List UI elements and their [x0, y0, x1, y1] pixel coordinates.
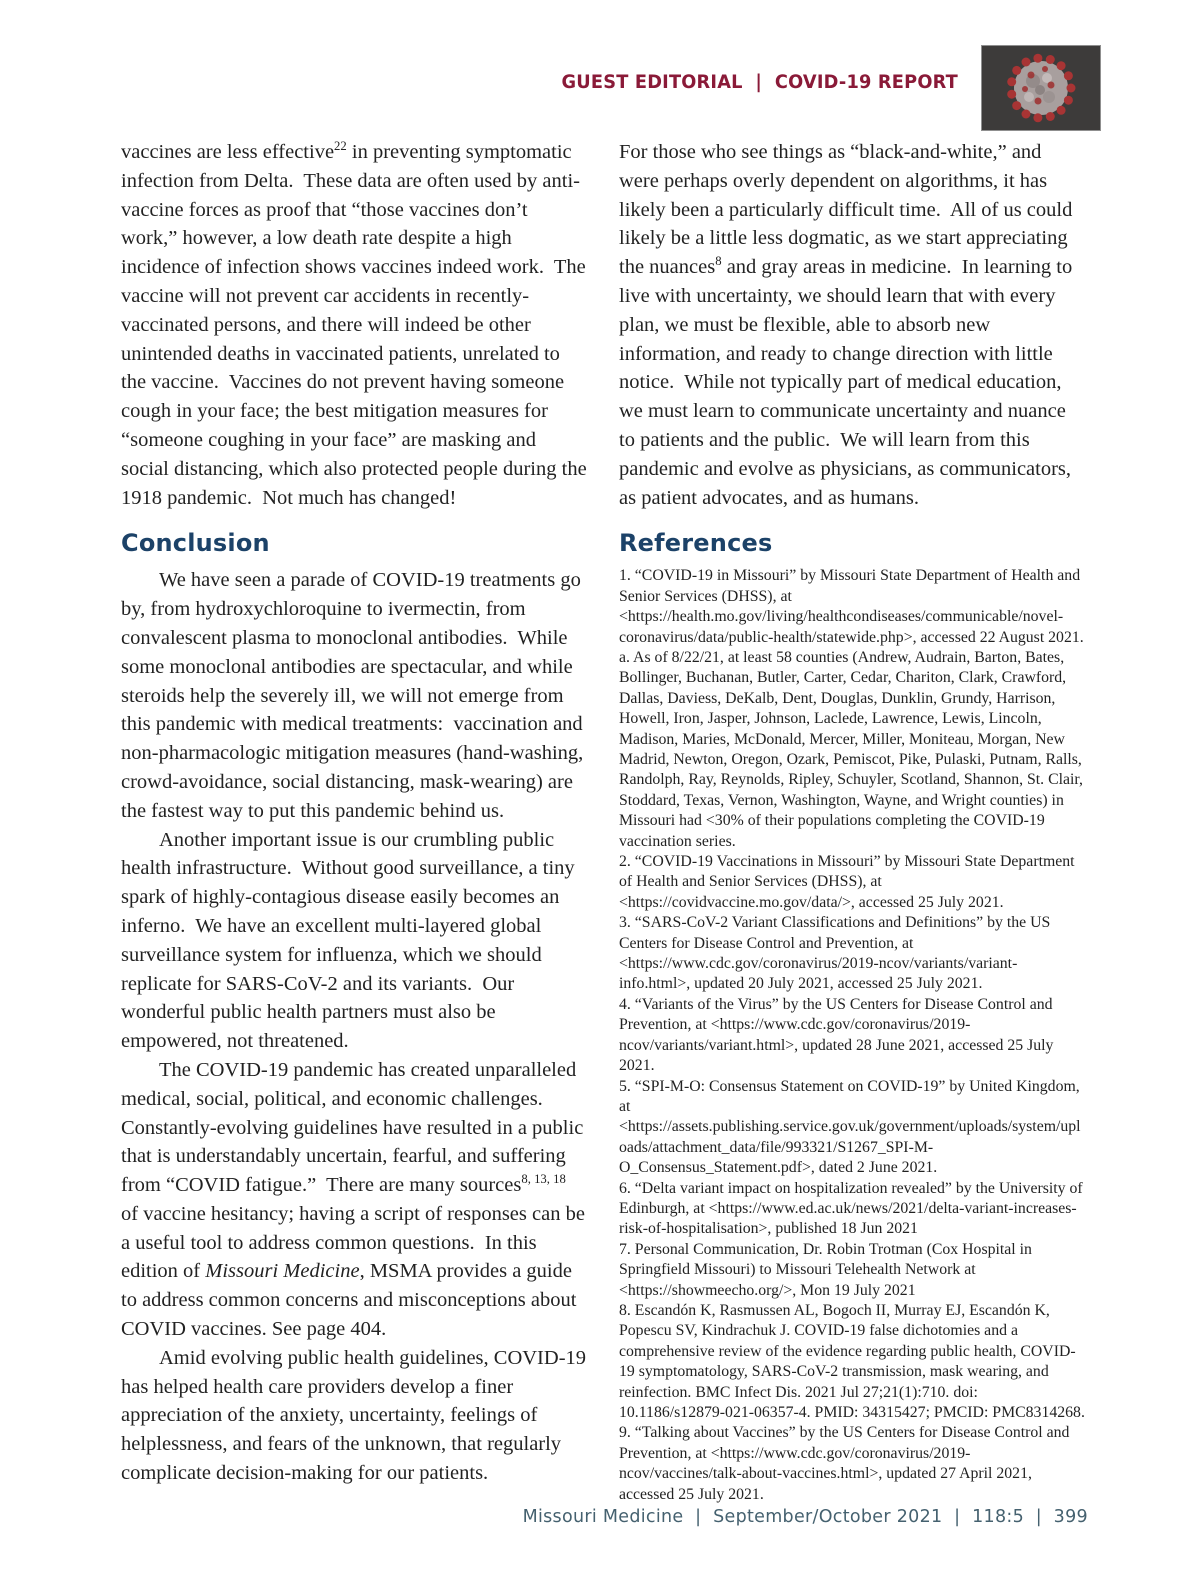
paragraph-challenges: The COVID-19 pandemic has created unparalleled medical, social, political, and economic challenges. Constantly-evolving guidelines have resulted in a public that is understandably uncertain, fearful, and suffering from “COVID fatigue.” There are many sources$^{8, 13, 18}$ of vaccine hesitancy; having a script of responses can be a useful tool to address common questions. In this edition of Missouri Medicine, MSMA provides a guide to address common concerns and misconceptions about COVID vaccines. See page 404. — [121, 1058, 591, 1341]
paragraph-black-and-white: For those who see things as “black-and-white,” and were perhaps overly dependent on algorithms, it has likely been a particularly difficult time. All of us could likely be a little less dogmatic, as we start appreciating the nuances$^8$ and gray areas in medicine. In learning to live with uncertainty, we should learn that with every plan, we must be flexible, able to absorb new information, and ready to change direction with little notice. While not typically part of medical education, we must learn to communicate uncertainty and nuance to patients and the public. We will learn from this pandemic and evolve as physicians, as communicators, as patient advocates, and as humans. — [619, 141, 1078, 509]
reference-item: 9. “Talking about Vaccines” by the US Centers for Disease Control and Prevention, at <https://www.cdc.gov/coronavirus/2019-ncov/vaccines/talk-about-vaccines.html>, updated 27 April 2021, accessed 25 July 2021. — [619, 1424, 1070, 1503]
coronavirus-illustration — [981, 45, 1101, 131]
reference-item: 3. “SARS-CoV-2 Variant Classifications and Definitions” by the US Centers for Disease Control and Prevention, at <https://www.cdc.gov/coronavirus/2019-ncov/variants/variant-info.html>, updated 20 July 2021, accessed 25 July 2021. — [619, 914, 1051, 993]
reference-item: 4. “Variants of the Virus” by the US Centers for Disease Control and Prevention, at <https://www.cdc.gov/coronavirus/2019-ncov/variants/variant.html>, updated 28 June 2021, accessed 25 July 2021. — [619, 995, 1054, 1075]
paragraph-public-health: Another important issue is our crumbling public health infrastructure. Without good surveillance, a tiny spark of highly-contagious disease easily becomes an inferno. We have an excellent multi-layered global surveillance system for influenza, which we should replicate for SARS-CoV-2 and its variants. Our wonderful public health partners must also be empowered, not threatened. — [121, 828, 580, 1053]
conclusion-heading: Conclusion — [121, 529, 270, 558]
reference-item: 2. “COVID-19 Vaccinations in Missouri” by Missouri State Department of Health and Senior Services (DHSS), at <https://covidvaccine.mo.gov/data/>, accessed 25 July 2021. — [619, 853, 1075, 911]
page-footer — [499, 1487, 1088, 1547]
reference-item: a. As of 8/22/21, at least 58 counties (Andrew, Audrain, Barton, Bates, Bollinger, Buchanan, Butler, Carter, Cedar, Chariton, Clark, Crawford, Dallas, Daviess, DeKalb, Dent, Douglas, Dunklin, Grundy, Harrison, Howell, Iron, Jasper, Johnson, Laclede, Lawrence, Lewis, Lincoln, Madison, Maries, McDonald, Mercer, Miller, Moniteau, Morgan, New Madrid, Newton, Oregon, Ozark, Pemiscot, Pike, Pulaski, Putnam, Ralls, Randolph, Ray, Reynolds, Ripley, Schuyler, Scotland, Shannon, St. Clair, Stoddard, Texas, Vernon, Washington, Wayne, and Wright counties) in Missouri had <30% of their populations completing the COVID-19 vaccination series. — [619, 648, 1083, 850]
right-column — [619, 138, 1085, 1505]
paragraph-guidelines: Amid evolving public health guidelines, COVID-19 has helped health care providers develop a finer appreciation of the anxiety, uncertainty, feelings of helplessness, and fears of the unknown, that regularly complicate decision-making for our patients. — [121, 1346, 592, 1485]
reference-item: 7. Personal Communication, Dr. Robin Trotman (Cox Hospital in Springfield Missouri) to Missouri Telehealth Network at <https://showmeecho.org/>, Mon 19 July 2021 — [619, 1240, 1032, 1299]
left-column — [121, 138, 592, 1505]
reference-item: 1. “COVID-19 in Missouri” by Missouri State Department of Health and Senior Services (DHSS), at <https://health.mo.gov/living/healthcondiseases/communicable/novel-coronavirus/data/public-health/statewide.php>, accessed 22 August 2021. — [619, 567, 1084, 646]
references-list — [619, 566, 1085, 1505]
reference-item: 8. Escandón K, Rasmussen AL, Bogoch II, Murray EJ, Escandón K, Popescu SV, Kindrachuk J. COVID-19 false dichotomies and a comprehensive review of the evidence regarding public health, COVID-19 symptomatology, SARS-CoV-2 transmission, mask wearing, and reinfection. BMC Infect Dis. 2021 Jul 27;21(1):710. doi: 10.1186/s12879-021-06357-4. PMID: 34315427; PMCID: PMC8314268. — [619, 1301, 1085, 1422]
paragraph-treatments: We have seen a parade of COVID-19 treatments go by, from hydroxychloroquine to ivermectin, from convalescent plasma to monoclonal antibodies. While some monoclonal antibodies are spectacular, and while steroids help the severely ill, we will not emerge from this pandemic with medical treatments: vaccination and non-pharmacologic mitigation measures (hand-washing, crowd-avoidance, social distancing, mask-wearing) are the fastest way to put this pandemic behind us. — [121, 569, 589, 822]
two-column-body — [121, 138, 1085, 1505]
section-kicker: GUEST EDITORIAL | COVID-19 REPORT — [561, 72, 958, 93]
reference-item: 5. “SPI-M-O: Consensus Statement on COVID-19” by United Kingdom, at <https://assets.publishing.service.gov.uk/government/uploads/system/uploads/attachment_data/file/993321/S1267_SPI-M-O_Consensus_Statement.pdf>, dated 2 June 2021. — [619, 1077, 1081, 1177]
coronavirus-image — [981, 45, 1101, 131]
paragraph-vaccine-effectiveness: vaccines are less effective$^{22}$ in preventing symptomatic infection from Delta. These data are often used by anti-vaccine forces as proof that “those vaccines don’t work,” however, a low death rate despite a high incidence of infection shows vaccines indeed work. The vaccine will not prevent car accidents in recently-vaccinated persons, and there will indeed be other unintended deaths in vaccinated patients, unrelated to the vaccine. Vaccines do not prevent having someone cough in your face; the best mitigation measures for “someone coughing in your face” are masking and social distancing, which also protected people during the 1918 pandemic. Not much has changed! — [121, 139, 592, 509]
reference-item: 6. “Delta variant impact on hospitalization revealed” by the University of Edinburgh, at <https://www.ed.ac.uk/news/2021/delta-variant-increases-risk-of-hospitalisation>, published 18 Jun 2021 — [619, 1179, 1083, 1238]
footer-text: Missouri Medicine | September/October 2021 | 118:5 | 399 — [522, 1507, 1088, 1527]
references-heading: References — [619, 529, 773, 558]
